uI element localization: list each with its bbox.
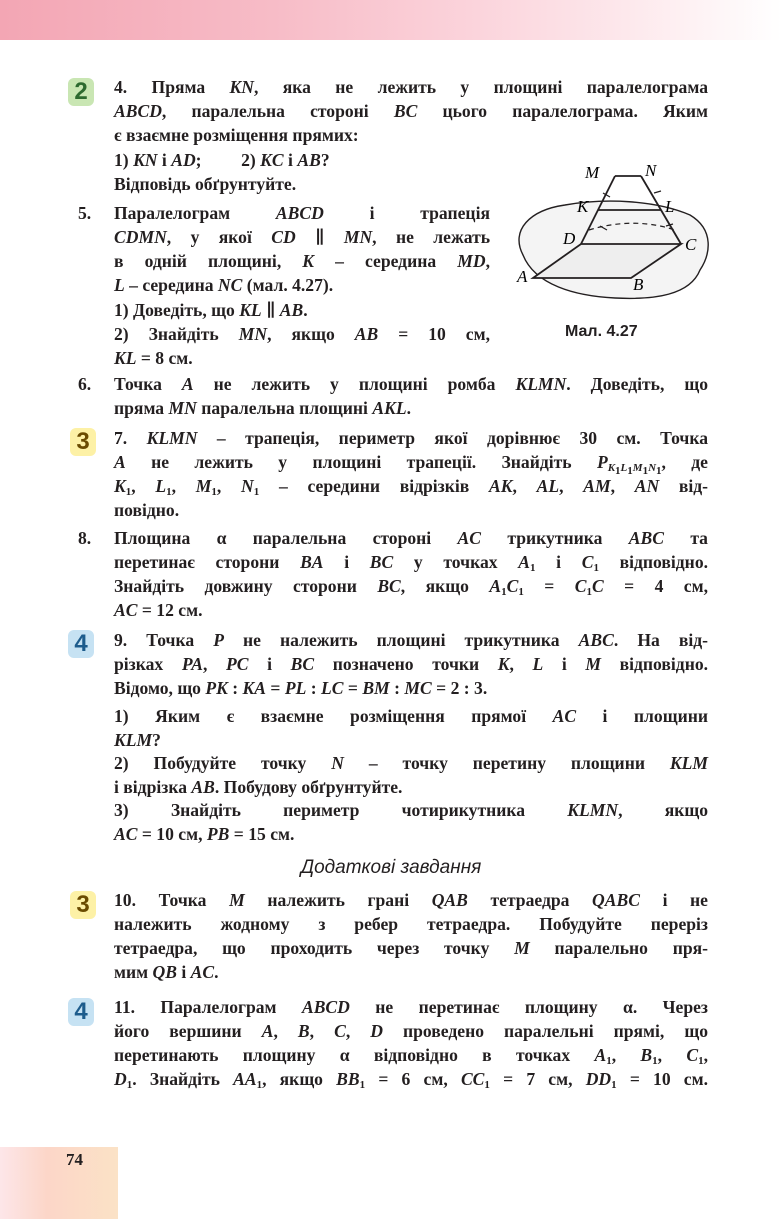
task-10-line-2: належить жодному з ребер тетраедра. Побудуйте переріз <box>114 914 708 934</box>
task-5-line-2: CDMN, у якої CD ∥ MN, не лежать <box>114 227 491 247</box>
label-d: D <box>563 229 576 248</box>
label-n: N <box>645 161 657 180</box>
task-8-line-3: Знайдіть довжину сторони BC, якщо $A_1C_1 = C_1C = 4$ см, <box>114 576 708 598</box>
task-10-line-4: мим QB і AC. <box>114 962 219 982</box>
task-4-line-1: 4. Пряма KN, яка не лежить у площині паралелограма <box>114 77 708 97</box>
task-5-line-5: 1) Доведіть, що KL ∥ AB. <box>114 300 308 320</box>
level-badge-4: 4 <box>68 998 94 1026</box>
task-4-line-2: ABCD, паралельна стороні BC цього паралелограма. Яким <box>114 101 708 121</box>
task-5-line-3: в одній площині, K – середина MD, <box>114 251 490 271</box>
figure-4-27 <box>505 160 715 310</box>
level-badge-3: 3 <box>70 428 96 456</box>
task-6-number: 6. <box>78 374 92 394</box>
task-7-line-3: $K_1$, $L_1$, $M_1$, $N_1$ – середини відрізків AK, AL, AM, AN від- <box>114 476 709 498</box>
task-4-line-4: 1) KN і AD; 2) KC і AB? <box>114 150 330 170</box>
task-8-line-1: Площина α паралельна стороні AC трикутника ABC та <box>114 528 708 548</box>
task-5-line-7: KL = 8 см. <box>114 348 193 368</box>
task-9-line-2: різках PA, PC і BC позначено точки K, L і M відповідно. <box>114 654 709 674</box>
task-9-line-1: 9. Точка P не належить площині трикутника ABC. На від- <box>114 630 708 650</box>
task-11-line-4: $D_1$. Знайдіть $AA_1$, якщо $BB_1 = 6$ см, $CC_1 = 7$ см, $DD_1 = 10$ см. <box>114 1069 709 1091</box>
task-9-line-5: KLM? <box>114 730 161 750</box>
task-9-line-7: і відрізка AB. Побудову обґрунтуйте. <box>114 777 403 797</box>
label-c: C <box>685 235 697 254</box>
task-4-line-3: є взаємне розміщення прямих: <box>114 125 359 145</box>
task-5-line-6: 2) Знайдіть MN, якщо AB = 10 см, <box>114 324 490 344</box>
task-9-line-8: 3) Знайдіть периметр чотирикутника KLMN, якщо <box>114 800 708 820</box>
task-9-line-3: Відомо, що PK : KA = PL : LC = BM : MC = 2 : 3. <box>114 678 488 698</box>
page-number: 74 <box>66 1150 83 1169</box>
label-m: M <box>585 163 600 182</box>
level-badge-2: 2 <box>68 78 94 106</box>
level-badge-3: 3 <box>70 891 96 919</box>
task-11-line-3: перетинають площину α відповідно в точках $A_1$, $B_1$, $C_1$, <box>114 1045 708 1067</box>
label-b: B <box>633 275 644 294</box>
section-title: Додаткові завдання <box>300 857 482 878</box>
task-10-line-1: 10. Точка M належить грані QAB тетраедра QABC і не <box>114 890 708 910</box>
task-8-number: 8. <box>78 528 92 548</box>
task-11-line-2: його вершини A, B, C, D проведено паралельні прямі, що <box>114 1021 709 1041</box>
task-5-line-1: Паралелограм ABCD і трапеція <box>114 203 490 223</box>
level-badge-4: 4 <box>68 630 94 658</box>
task-10-line-3: тетраедра, що проходить через точку M паралельно пря- <box>114 938 708 958</box>
task-9-line-6: 2) Побудуйте точку N – точку перетину площини KLM <box>114 753 708 773</box>
task-9-line-9: AC = 10 см, PB = 15 см. <box>114 824 295 844</box>
task-6-line-1: Точка A не лежить у площині ромба KLMN. Доведіть, що <box>114 374 708 394</box>
task-5-line-4: L – середина NC (мал. 4.27). <box>114 275 334 295</box>
task-5-number: 5. <box>78 203 92 223</box>
task-4-line-5: Відповідь обґрунтуйте. <box>114 174 297 194</box>
figure-caption: Мал. 4.27 <box>565 323 638 340</box>
task-7-line-1: 7. KLMN – трапеція, периметр якої дорівнює 30 см. Точка <box>114 428 708 448</box>
label-l: L <box>665 197 675 216</box>
task-7-line-4: повідно. <box>114 500 180 520</box>
header-band <box>0 0 782 40</box>
label-k: K <box>577 197 589 216</box>
task-11-line-1: 11. Паралелограм ABCD не перетинає площину α. Через <box>114 997 708 1017</box>
task-7-line-2: A не лежить у площині трапеції. Знайдіть $P_{K_1L_1M_1N_1}$, де <box>114 452 708 477</box>
task-8-line-2: перетинає сторони BA і BC у точках $A_1$ і $C_1$ відповідно. <box>114 552 709 574</box>
task-9-line-4: 1) Яким є взаємне розміщення прямої AC і площини <box>114 706 708 726</box>
task-6-line-2: пряма MN паралельна площині AKL. <box>114 398 411 418</box>
page-number-box <box>0 1147 118 1219</box>
task-8-line-4: AC = 12 см. <box>114 600 203 620</box>
label-a: A <box>517 267 528 286</box>
